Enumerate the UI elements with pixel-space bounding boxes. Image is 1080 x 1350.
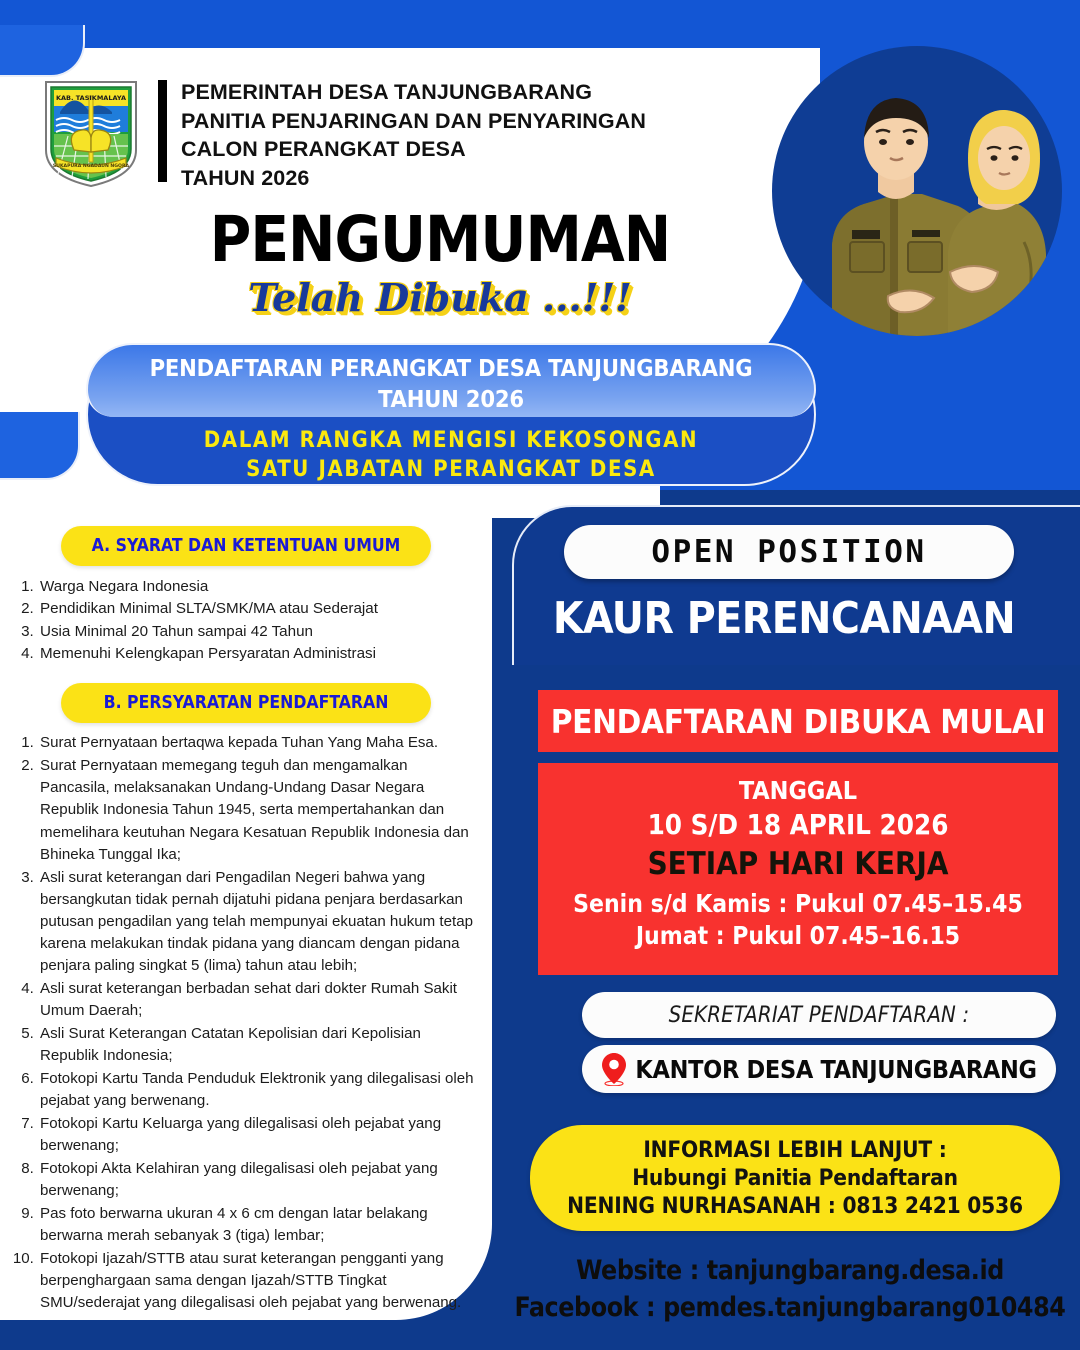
website-link[interactable]: Website : tanjungbarang.desa.id (576, 1255, 1004, 1286)
header-line-4: TAHUN 2026 (181, 165, 310, 190)
date-range: 10 S/D 18 APRIL 2026 (647, 809, 949, 841)
section-b-heading: B. PERSYARATAN PENDAFTARAN (61, 683, 431, 723)
section-a-heading: A. SYARAT DAN KETENTUAN UMUM (61, 526, 431, 566)
registration-schedule-box (538, 763, 1058, 975)
banner-line-2: TAHUN 2026 (378, 385, 524, 414)
contact-line-2: Hubungi Panitia Pendaftaran (632, 1165, 958, 1191)
header-text-block (181, 76, 646, 192)
list-item: 6. Fotokopi Kartu Tanda Penduduk Elektronik yang dilegalisasi oleh pejabat yang berwenang. (38, 1068, 476, 1112)
header-line-2: PANITIA PENJARINGAN DAN PENYARINGAN (181, 108, 647, 133)
page-title: PENGUMUMAN (209, 203, 671, 276)
footer-links (500, 1253, 1080, 1326)
secretariat-location: KANTOR DESA TANJUNGBARANG (635, 1054, 1037, 1084)
decor-tab-top-left (0, 25, 85, 77)
requirements-column (0, 508, 492, 1315)
list-item: 7. Fotokopi Kartu Keluarga yang dilegalisasi oleh pejabat yang berwenang; (38, 1113, 476, 1157)
banner-line-4: SATU JABATAN PERANGKAT DESA (246, 457, 656, 483)
tasikmalaya-crest-icon (38, 76, 144, 190)
date-label: TANGGAL (738, 776, 858, 805)
open-position-badge (564, 525, 1014, 579)
banner-primary-text (86, 353, 816, 416)
open-position-label: OPEN POSITION (651, 534, 927, 570)
registration-open-banner (538, 690, 1058, 752)
hours-friday: Jumat : Pukul 07.45–16.15 (635, 921, 961, 950)
position-name: KAUR PERENCANAAN (552, 593, 1016, 644)
list-item: 5. Asli Surat Keterangan Catatan Kepolisian dari Kepolisian Republik Indonesia; (38, 1023, 476, 1067)
workdays-text: SETIAP HARI KERJA (647, 846, 949, 882)
title-subtitle: Telah Dibuka ...!!! (248, 275, 632, 320)
contact-info-box (530, 1125, 1060, 1231)
header-accent-bar (158, 80, 167, 182)
list-item: 1. Surat Pernyataan bertaqwa kepada Tuhan Yang Maha Esa. (38, 732, 476, 754)
registration-open-text: PENDAFTARAN DIBUKA MULAI (550, 701, 1046, 741)
banner-line-3: DALAM RANGKA MENGISI KEKOSONGAN (203, 428, 699, 453)
hours-monday-thursday: Senin s/d Kamis : Pukul 07.45–15.45 (573, 889, 1023, 918)
header-line-1: PEMERINTAH DESA TANJUNGBARANG (181, 80, 593, 104)
secretariat-label: SEKRETARIAT PENDAFTARAN : (668, 1002, 970, 1028)
list-item: 8. Fotokopi Akta Kelahiran yang dilegalisasi oleh pejabat yang berwenang; (38, 1158, 476, 1202)
secretariat-location-pill (582, 1045, 1056, 1093)
poster-header (38, 76, 646, 192)
contact-line-1: INFORMASI LEBIH LANJUT : (643, 1137, 947, 1163)
registration-banner (86, 343, 816, 486)
list-item: 2. Surat Pernyataan memegang teguh dan mengamalkan Pancasila, melaksanakan Undang-Undang Dasar Negara Republik Indonesia Tahun 1945, serta mempertahankan dan memelihara keutuhan Negara Kesatuan Republik Indonesia dan Bhineka Tunggal Ika; (38, 755, 476, 865)
list-item: 2. Pendidikan Minimal SLTA/SMK/MA atau Sederajat (38, 598, 476, 620)
list-item: 9. Pas foto berwarna ukuran 4 x 6 cm dengan latar belakang berwarna merah sebanyak 3 (tiga) lembar; (38, 1203, 476, 1247)
list-item: 3. Usia Minimal 20 Tahun sampai 42 Tahun (38, 621, 476, 643)
list-item: 4. Memenuhi Kelengkapan Persyaratan Administrasi (38, 643, 476, 665)
facebook-link[interactable]: Facebook : pemdes.tanjungbarang010484 (514, 1291, 1066, 1323)
list-item: 1. Warga Negara Indonesia (38, 576, 476, 598)
section-a-list (8, 576, 476, 665)
list-item: 10. Fotokopi Ijazah/STTB atau surat keterangan pengganti yang berpenghargaan sama dengan Ijazah/STTB Tingkat SMU/sederajat yang dilegalisasi oleh pejabat yang berwenang. (38, 1248, 476, 1314)
section-b-list (8, 732, 476, 1314)
secretariat-label-pill (582, 992, 1056, 1038)
banner-line-1: PENDAFTARAN PERANGKAT DESA TANJUNGBARANG (149, 354, 753, 382)
decor-tab-mid-left (0, 412, 80, 480)
banner-secondary-text (86, 426, 816, 485)
svg-text:KAB. TASIKMALAYA: KAB. TASIKMALAYA (55, 94, 127, 102)
list-item: 3. Asli surat keterangan dari Pengadilan Negeri bahwa yang bersangkutan tidak pernah dijatuhi pidana penjara berdasarkan putusan pengadilan yang telah mempunyai ekuatan hukum tetap karena melakukan tindak pidana yang diancam dengan pidana penjara paling singkat 5 (lima) tahun atau lebih; (38, 867, 476, 977)
contact-line-3: NENING NURHASANAH : 0813 2421 0536 (567, 1193, 1023, 1219)
location-pin-icon (601, 1052, 627, 1086)
list-item: 4. Asli surat keterangan berbadan sehat dari dokter Rumah Sakit Umum Daerah; (38, 978, 476, 1022)
header-line-3: CALON PERANGKAT DESA (181, 137, 466, 162)
svg-text:SUKAPURA NGADAUN NGORA: SUKAPURA NGADAUN NGORA (52, 164, 130, 169)
